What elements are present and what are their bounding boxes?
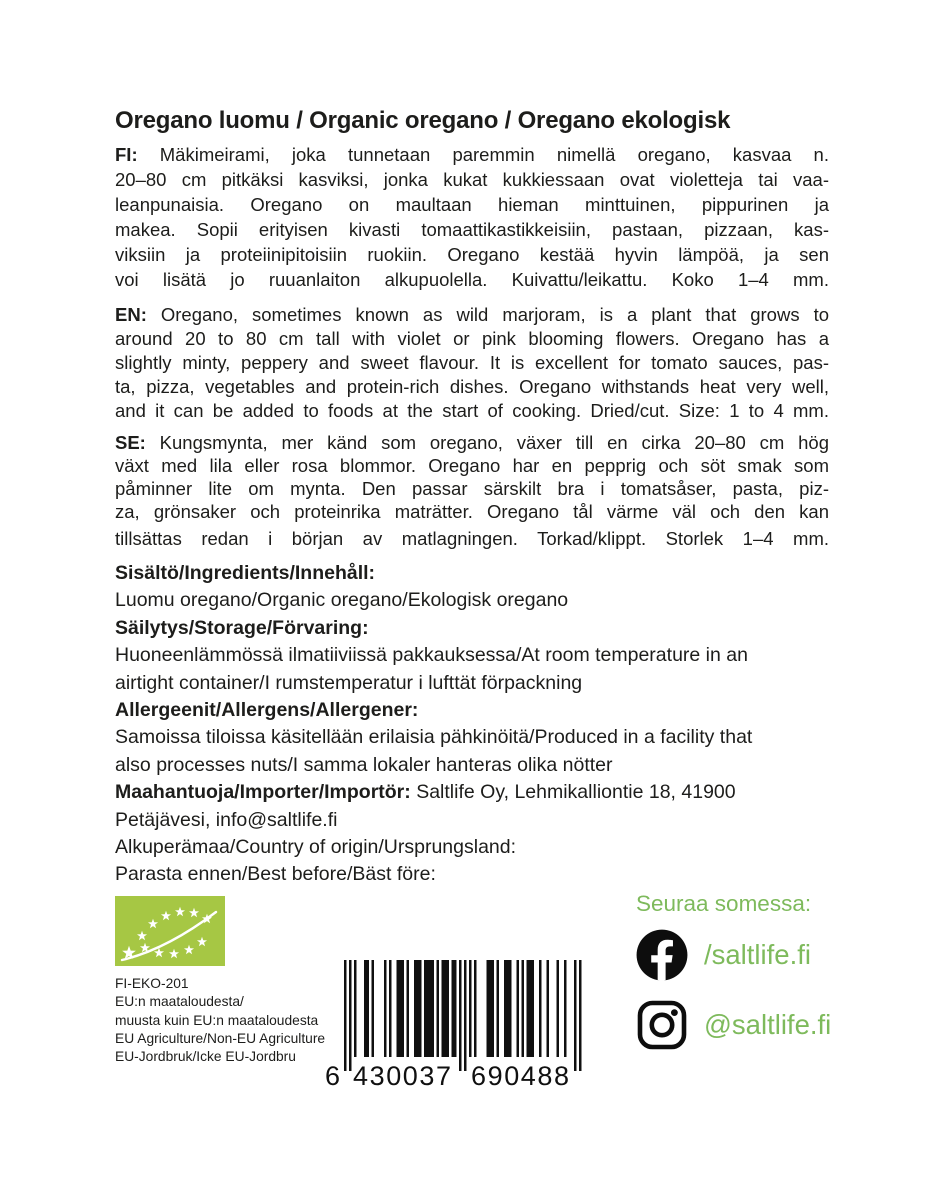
text-line: makea. Sopii erityisen kivasti tomaattikastikkeisiin, pastaan, pizzaan, kas- <box>115 219 829 240</box>
text-line: Samoissa tiloissa käsitellään erilaisia pähkinöitä/Produced in a facility that <box>115 726 753 749</box>
description-swedish <box>115 431 829 550</box>
facebook-row <box>636 929 831 981</box>
text-line: EU:n maataloudesta/ <box>115 994 244 1010</box>
text-line: EN: Oregano, sometimes known as wild marjoram, is a plant that grows to <box>115 304 829 325</box>
text-line: FI: Mäkimeirami, joka tunnetaan paremmin nimellä oregano, kasvaa n. <box>115 144 829 165</box>
text-line: Luomu oregano/Organic oregano/Ekologisk oregano <box>115 589 569 612</box>
social-heading: Seuraa somessa: <box>636 891 812 916</box>
text-line: tillsättas redan i början av matlagningen. Torkad/klippt. Storlek 1–4 mm. <box>115 528 829 549</box>
text-line: voi lisätä jo ruuanlaiton alkupuolella. Kuivattu/leikattu. Koko 1–4 mm. <box>115 269 829 290</box>
barcode-digits-right: 690488 <box>471 1061 569 1091</box>
description-finnish <box>115 142 829 292</box>
text-line: Alkuperämaa/Country of origin/Ursprungsland: <box>115 836 517 859</box>
certification-text <box>115 975 325 1066</box>
instagram-row <box>636 999 831 1051</box>
text-line: around 20 to 80 cm tall with violet or pink blooming flowers. Oregano has a <box>115 328 829 349</box>
text-line: 20–80 cm pitkäksi kasviksi, jonka kukat kukkiessaan ovat violetteja tai vaa- <box>115 169 829 190</box>
ean13-barcode <box>324 960 582 1097</box>
text-line: SE: Kungsmynta, mer känd som oregano, växer till en cirka 20–80 cm hög <box>115 432 829 453</box>
text-line: slightly minty, peppery and sweet flavour. It is excellent for tomato sauces, pas- <box>115 352 829 373</box>
instagram-icon <box>636 999 688 1051</box>
eu-organic-logo <box>115 896 225 966</box>
description-english <box>115 303 829 423</box>
barcode-digit-first: 6 <box>325 1061 341 1091</box>
text-line: Sisältö/Ingredients/Innehåll: <box>115 562 376 584</box>
text-line: airtight container/I rumstemperatur i lufttät förpackning <box>115 671 583 694</box>
text-line: Säilytys/Storage/Förvaring: <box>115 616 369 639</box>
text-line: leanpunaisia. Oregano on maultaan hieman minttuinen, pippurinen ja <box>115 194 829 215</box>
text-line: EU Agriculture/Non-EU Agriculture <box>115 1030 326 1046</box>
facebook-handle: /saltlife.fi <box>704 939 811 970</box>
text-line: Maahantuoja/Importer/Importör: Saltlife Oy, Lehmikalliontie 18, 41900 <box>115 781 736 804</box>
text-line: viksiin ja proteiinipitoisiin ruokiin. Oregano kestää hyvin lämpöä, ja sen <box>115 244 829 265</box>
barcode-digits-left: 430037 <box>353 1061 451 1091</box>
text-line: Parasta ennen/Best before/Bäst före: <box>115 863 436 886</box>
product-title: Oregano luomu / Organic oregano / Oregano ekologisk <box>115 107 731 134</box>
text-line: ta, pizza, vegetables and protein-rich dishes. Oregano withstands heat very well, <box>115 376 829 397</box>
product-info-section <box>115 560 829 889</box>
text-line: also processes nuts/I samma lokaler hanteras olika nötter <box>115 753 613 776</box>
text-line: växt med lila eller rosa blommor. Oregano har en pepprig och söt smak som <box>115 455 829 476</box>
barcode-bars <box>344 960 582 1071</box>
social-media-section <box>636 891 831 1051</box>
text-line: påminner lite om mynta. Den passar särskilt bra i tomatsåser, pasta, piz- <box>115 478 829 499</box>
text-line: FI-EKO-201 <box>115 976 189 991</box>
text-line: and it can be added to foods at the start of cooking. Dried/cut. Size: 1 to 4 mm. <box>115 400 829 421</box>
label-text-block <box>115 106 829 889</box>
text-line: Allergeenit/Allergens/Allergener: <box>115 699 419 722</box>
text-line: Petäjävesi, info@saltlife.fi <box>115 808 338 831</box>
text-line: EU-Jordbruk/Icke EU-Jordbru <box>115 1049 296 1065</box>
instagram-handle: @saltlife.fi <box>704 1009 832 1040</box>
facebook-icon <box>636 929 688 981</box>
text-line: Huoneenlämmössä ilmatiiviissä pakkauksessa/At room temperature in an <box>115 644 748 667</box>
text-line: muusta kuin EU:n maataloudesta <box>115 1012 319 1028</box>
text-line: za, grönsaker och proteinrika maträtter. Oregano tål värme väl och den kan <box>115 501 829 522</box>
